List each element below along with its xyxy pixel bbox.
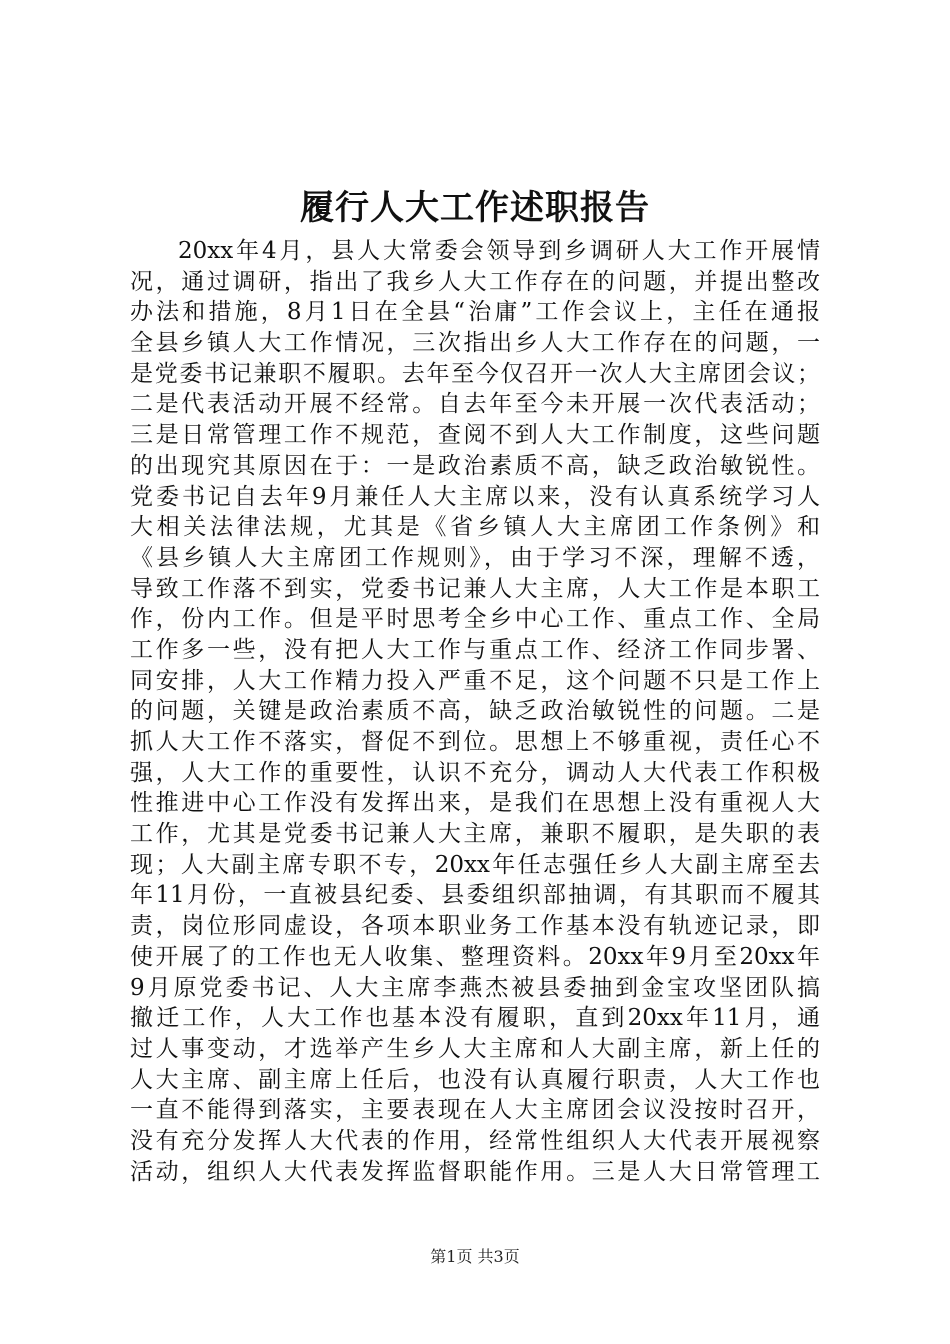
body-line: 使开展了的工作也无人收集、整理资料。20xx年9月至20xx年 <box>130 943 820 970</box>
body-line: 党委书记自去年9月兼任人大主席以来，没有认真系统学习人 <box>130 483 820 510</box>
body-line: 工作多一些，没有把人大工作与重点工作、经济工作同步署、 <box>130 636 820 663</box>
body-line: 现；人大副主席专职不专，20xx年任志强任乡人大副主席至去 <box>130 851 820 878</box>
body-line: 活动，组织人大代表发挥监督职能作用。三是人大日常管理工 <box>130 1158 820 1185</box>
body-line: 同安排，人大工作精力投入严重不足，这个问题不只是工作上 <box>130 667 820 694</box>
body-line: 是党委书记兼职不履职。去年至今仅召开一次人大主席团会议； <box>130 360 820 387</box>
body-line: 责，岗位形同虚设，各项本职业务工作基本没有轨迹记录，即 <box>130 913 820 940</box>
body-line: 一直不能得到落实，主要表现在人大主席团会议没按时召开， <box>130 1097 820 1124</box>
body-line: 工作，尤其是党委书记兼人大主席，兼职不履职，是失职的表 <box>130 821 820 848</box>
body-line: 性推进中心工作没有发挥出来，是我们在思想上没有重视人大 <box>130 790 820 817</box>
page-footer: 第1页 共3页 <box>430 1247 520 1266</box>
body-line: 况，通过调研，指出了我乡人大工作存在的问题，并提出整改 <box>130 268 820 295</box>
body-line: 的出现究其原因在于：一是政治素质不高，缺乏政治敏锐性。 <box>130 452 820 479</box>
body-line: 大相关法律法规，尤其是《省乡镇人大主席团工作条例》和 <box>130 514 820 541</box>
body-line: 作，份内工作。但是平时思考全乡中心工作、重点工作、全局 <box>130 606 820 633</box>
body-line: 《县乡镇人大主席团工作规则》，由于学习不深，理解不透， <box>130 544 820 571</box>
body-line: 没有充分发挥人大代表的作用，经常性组织人大代表开展视察 <box>130 1127 820 1154</box>
body-line: 抓人大工作不落实，督促不到位。思想上不够重视，责任心不 <box>130 729 820 755</box>
body-line: 20xx年4月，县人大常委会领导到乡调研人大工作开展情 <box>178 238 820 264</box>
body-line: 二是代表活动开展不经常。自去年至今未开展一次代表活动； <box>130 391 820 418</box>
body-line: 年11月份，一直被县纪委、县委组织部抽调，有其职而不履其 <box>130 882 820 909</box>
body-line: 导致工作落不到实，党委书记兼人大主席，人大工作是本职工 <box>130 575 820 602</box>
body-line: 全县乡镇人大工作情况，三次指出乡人大工作存在的问题，一 <box>130 330 820 357</box>
body-line: 办法和措施，8月1日在全县“治庸”工作会议上，主任在通报 <box>130 299 820 326</box>
body-line: 三是日常管理工作不规范，查阅不到人大工作制度，这些问题 <box>130 422 820 449</box>
body-line: 撤迁工作，人大工作也基本没有履职，直到20xx年11月，通 <box>130 1005 820 1032</box>
body-line: 过人事变动，才选举产生乡人大主席和人大副主席，新上任的 <box>130 1035 820 1062</box>
document-body <box>130 236 820 1187</box>
body-line: 9月原党委书记、人大主席李燕杰被县委抽到金宝攻坚团队搞 <box>130 974 820 1001</box>
body-line: 的问题，关键是政治素质不高，缺乏政治敏锐性的问题。二是 <box>130 698 820 725</box>
body-line: 人大主席、副主席上任后，也没有认真履行职责，人大工作也 <box>130 1066 820 1093</box>
document-title: 履行人大工作述职报告 <box>300 188 650 228</box>
body-line: 强，人大工作的重要性，认识不充分，调动人大代表工作积极 <box>130 759 820 786</box>
